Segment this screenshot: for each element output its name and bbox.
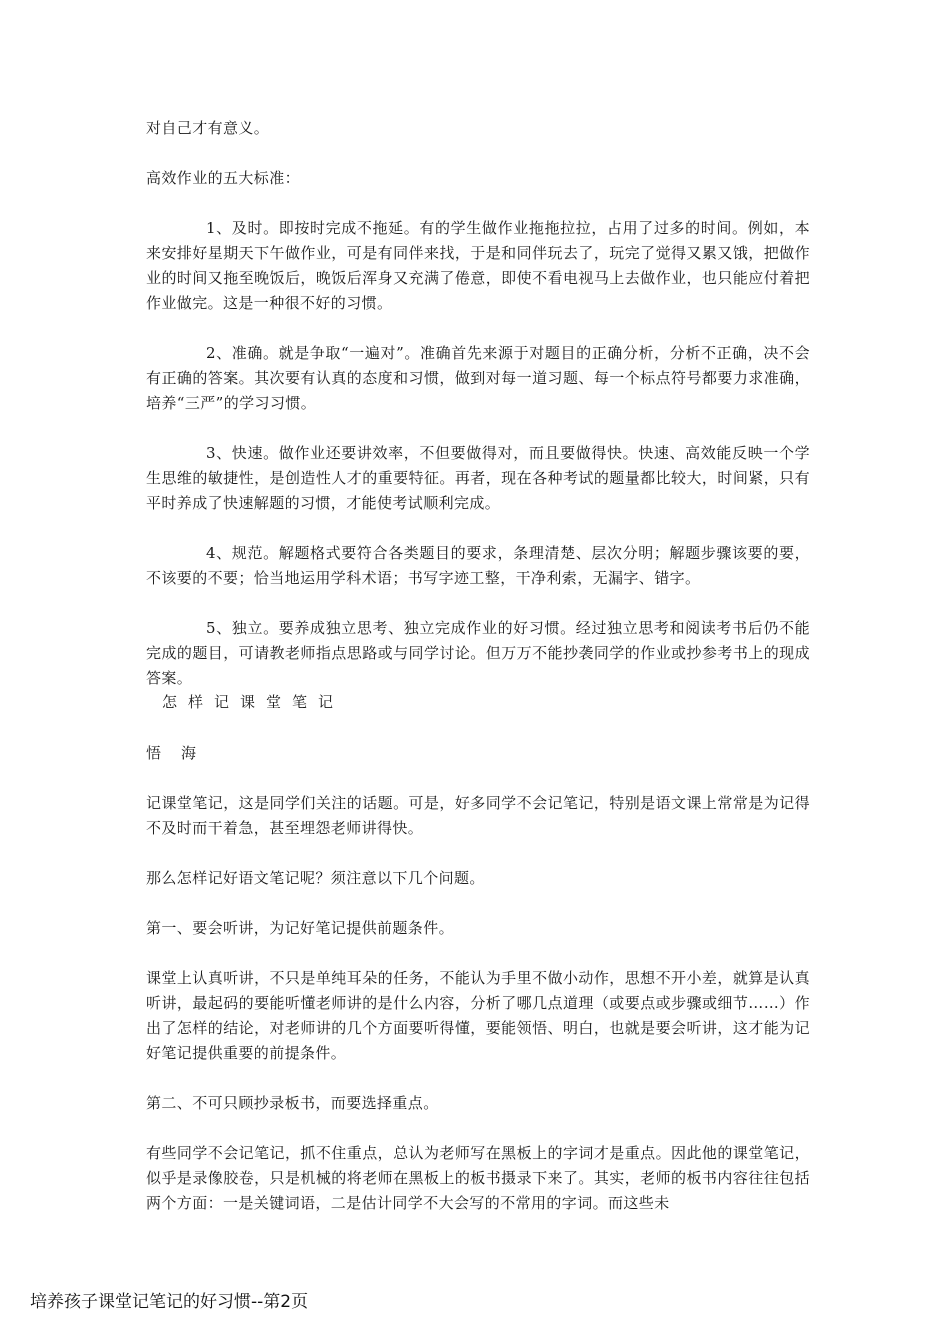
section-heading: 怎样记课堂笔记 — [162, 693, 345, 711]
paragraph-standard-fast: 3、快速。做作业还要讲效率，不但要做得对，而且要做得快。快速、高效能反映一个学生思维的敏捷性，是创造性人才的重要特征。再者，现在各种考试的题量都比较大，时间紧，只有平时养成了快速解题的习惯，才能使考试顺利完成。 — [146, 444, 810, 512]
paragraph-point-two-body: 有些同学不会记笔记，抓不住重点，总认为老师写在黑板上的字词才是重点。因此他的课堂笔记，似乎是录像胶卷，只是机械的将老师在黑板上的板书摄录下来了。其实，老师的板书内容往往包括两个方面：一是关键词语，二是估计同学不大会写的不常用的字词。而这些未 — [146, 1144, 810, 1212]
paragraph-five-standards-title: 高效作业的五大标准： — [146, 169, 301, 187]
paragraph-standard-accurate: 2、准确。就是争取“一遍对”。准确首先来源于对题目的正确分析，分析不正确，决不会有正确的答案。其次要有认真的态度和习惯，做到对每一道习题、每一个标点符号都要力求准确，培养“三严”的学习习惯。 — [146, 344, 810, 412]
page-footer: 培养孩子课堂记笔记的好习惯--第2页 — [30, 1292, 309, 1312]
paragraph-standard-timely: 1、及时。即按时完成不拖延。有的学生做作业拖拖拉拉，占用了过多的时间。例如，本来安排好星期天下午做作业，可是有同伴来找，于是和同伴玩去了，玩完了觉得又累又饿，把做作业的时间又拖至晚饭后，晚饭后浑身又充满了倦意，即使不看电视马上去做作业，也只能应付着把作业做完。这是一种很不好的习惯。 — [146, 219, 810, 312]
paragraph-standard-standardized: 4、规范。解题格式要符合各类题目的要求，条理清楚、层次分明；解题步骤该要的要，不该要的不要；恰当地运用学科术语；书写字迹工整，干净利索，无漏字、错字。 — [146, 544, 810, 587]
author-name: 悟海 — [146, 744, 217, 762]
paragraph-point-one-title: 第一、要会听讲，为记好笔记提供前题条件。 — [146, 919, 455, 937]
paragraph-point-two-title: 第二、不可只顾抄录板书，而要选择重点。 — [146, 1094, 439, 1112]
paragraph-notes-question: 那么怎样记好语文笔记呢？须注意以下几个问题。 — [146, 869, 485, 887]
paragraph-standard-independent: 5、独立。要养成独立思考、独立完成作业的好习惯。经过独立思考和阅读考书后仍不能完成的题目，可请教老师指点思路或与同学讨论。但万万不能抄袭同学的作业或抄参考书上的现成答案。 — [146, 619, 810, 687]
paragraph-notes-intro: 记课堂笔记，这是同学们关注的话题。可是，好多同学不会记笔记，特别是语文课上常常是为记得不及时而干着急，甚至埋怨老师讲得快。 — [146, 794, 810, 837]
paragraph-point-one-body: 课堂上认真听讲，不只是单纯耳朵的任务，不能认为手里不做小动作，思想不开小差，就算是认真听讲，最起码的要能听懂老师讲的是什么内容，分析了哪几点道理（或要点或步骤或细节……）作出了怎样的结论，对老师讲的几个方面要听得懂，要能领悟、明白，也就是要会听讲，这才能为记好笔记提供重要的前提条件。 — [146, 969, 810, 1062]
paragraph-intro-end: 对自己才有意义。 — [146, 119, 270, 137]
